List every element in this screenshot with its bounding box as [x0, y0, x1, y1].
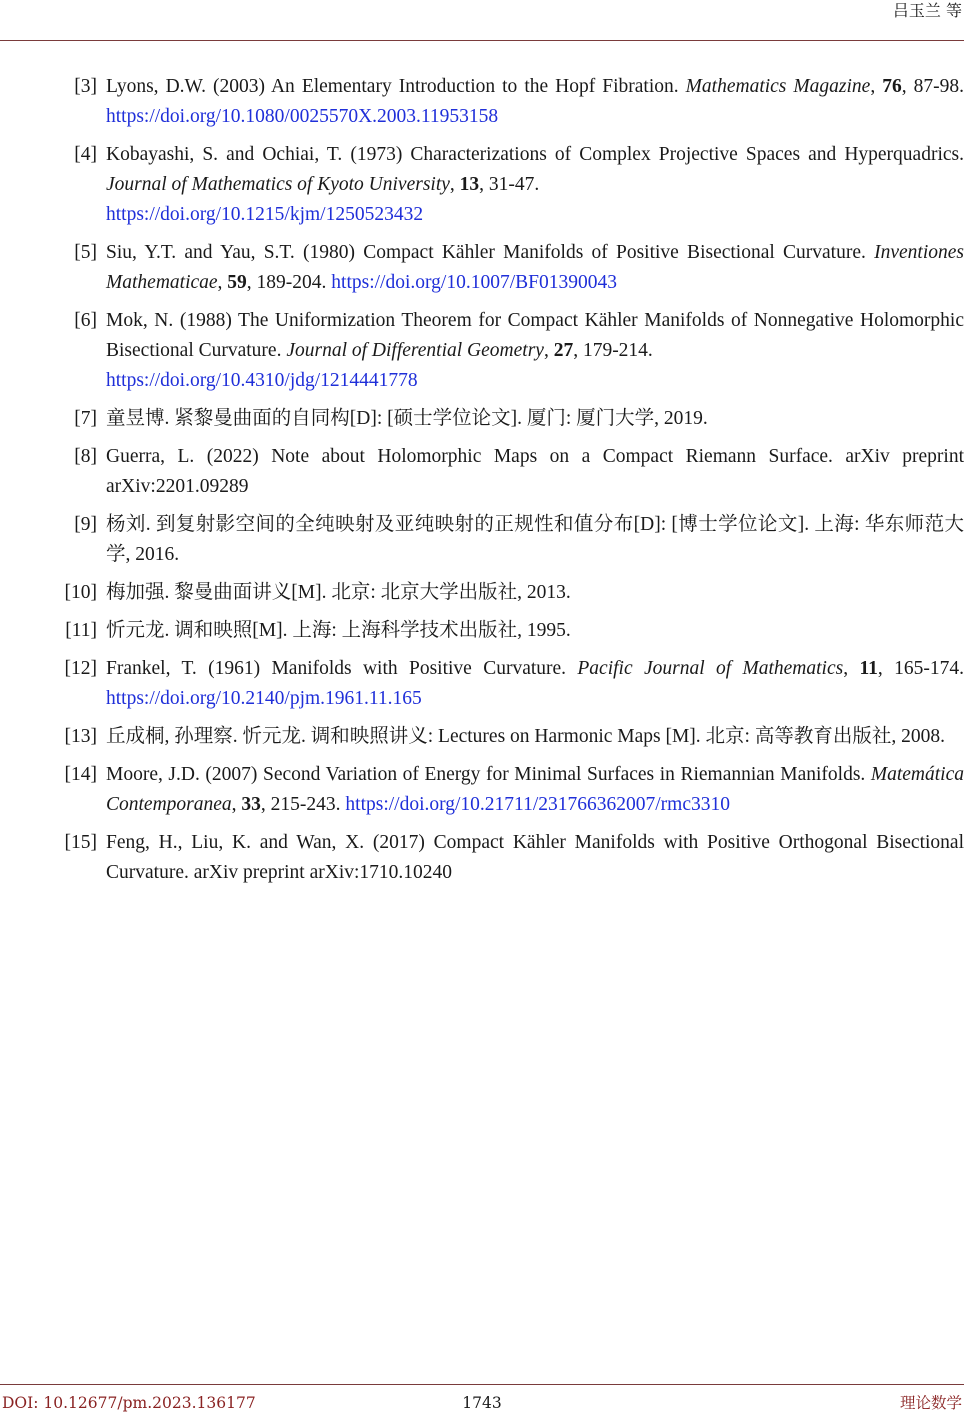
- reference-item: [0, 404, 964, 434]
- journal-name: Matemática Contemporanea: [106, 764, 964, 815]
- reference-number: [13]: [64, 726, 97, 747]
- journal-name: Journal of Mathematics of Kyoto University: [106, 174, 450, 195]
- footer-doi: DOI: 10.12677/pm.2023.136177: [2, 1394, 256, 1412]
- reference-number: [4]: [74, 144, 97, 165]
- reference-number: [6]: [74, 310, 97, 331]
- reference-text: Lyons, D.W. (2003) An Elementary Introduction to the Hopf Fibration. Mathematics Magazine, 76, 87-98. https://doi.org/10.1080/0025570X.2003.11953158: [106, 76, 964, 127]
- journal-name: Pacific Journal of Mathematics: [577, 658, 844, 679]
- volume-number: 11: [859, 658, 878, 679]
- volume-number: 33: [241, 794, 261, 815]
- reference-item: [0, 760, 964, 820]
- reference-number: [3]: [74, 76, 97, 97]
- reference-item: [0, 442, 964, 502]
- running-header-author: 吕玉兰 等: [892, 1, 962, 20]
- reference-number: [8]: [74, 446, 97, 467]
- reference-text: Guerra, L. (2022) Note about Holomorphic Maps on a Compact Riemann Surface. arXiv preprint arXiv:2201.09289: [106, 446, 964, 497]
- doi-link[interactable]: https://doi.org/10.1215/kjm/1250523432: [106, 204, 424, 225]
- reference-item: [0, 654, 964, 714]
- doi-link[interactable]: https://doi.org/10.2140/pjm.1961.11.165: [106, 688, 422, 709]
- reference-number: [14]: [64, 764, 97, 785]
- reference-number: [11]: [65, 620, 97, 641]
- journal-name: Mathematics Magazine: [685, 76, 871, 97]
- reference-number: [10]: [64, 582, 97, 603]
- reference-text: 杨刘. 到复射影空间的全纯映射及亚纯映射的正规性和值分布[D]: [博士学位论文]. 上海: 华东师范大学, 2016.: [106, 514, 964, 565]
- reference-item: [0, 578, 964, 608]
- reference-text: Kobayashi, S. and Ochiai, T. (1973) Characterizations of Complex Projective Spaces and Hyperquadrics. Journal of Mathematics of Kyoto University, 13, 31-47. https://doi.org/10.1215/kjm/1250523432: [106, 144, 964, 225]
- journal-name: Inventiones Mathematicae: [106, 242, 964, 293]
- volume-number: 27: [553, 340, 574, 361]
- reference-number: [9]: [74, 514, 97, 535]
- reference-item: [0, 306, 964, 396]
- reference-text: Moore, J.D. (2007) Second Variation of Energy for Minimal Surfaces in Riemannian Manifolds. Matemática Contemporanea, 33, 215-243. https://doi.org/10.21711/231766362007/rmc3310: [106, 764, 964, 815]
- reference-text: Frankel, T. (1961) Manifolds with Positive Curvature. Pacific Journal of Mathematics, 11, 165-174. https://doi.org/10.2140/pjm.1961.11.165: [106, 658, 964, 709]
- doi-link[interactable]: https://doi.org/10.1080/0025570X.2003.11953158: [106, 106, 499, 127]
- reference-item: [0, 140, 964, 230]
- volume-number: 59: [227, 272, 247, 293]
- reference-item: [0, 722, 964, 752]
- reference-text: Feng, H., Liu, K. and Wan, X. (2017) Compact Kähler Manifolds with Positive Orthogonal Bisectional Curvature. arXiv preprint arXiv:1710.10240: [106, 832, 964, 883]
- reference-item: [0, 238, 964, 298]
- reference-number: [7]: [74, 408, 97, 429]
- footer-journal-name: 理论数学: [899, 1394, 962, 1412]
- reference-text: 童昱博. 紧黎曼曲面的自同构[D]: [硕士学位论文]. 厦门: 厦门大学, 2019.: [106, 408, 708, 429]
- reference-text: 梅加强. 黎曼曲面讲义[M]. 北京: 北京大学出版社, 2013.: [106, 582, 571, 603]
- reference-item: [0, 72, 964, 132]
- reference-number: [5]: [74, 242, 97, 263]
- reference-text: Mok, N. (1988) The Uniformization Theorem for Compact Kähler Manifolds of Nonnegative Holomorphic Bisectional Curvature. Journal of Differential Geometry, 27, 179-214. https://doi.org/10.4310/jdg/1214441778: [106, 310, 964, 391]
- doi-link[interactable]: https://doi.org/10.1007/BF01390043: [331, 272, 617, 293]
- footer-rule: [0, 1384, 964, 1385]
- reference-item: [0, 510, 964, 570]
- volume-number: 76: [882, 76, 902, 97]
- reference-number: [12]: [64, 658, 97, 679]
- header-rule: [0, 40, 964, 41]
- reference-item: [0, 828, 964, 888]
- doi-link[interactable]: https://doi.org/10.4310/jdg/1214441778: [106, 370, 418, 391]
- doi-link[interactable]: https://doi.org/10.21711/231766362007/rmc3310: [345, 794, 730, 815]
- journal-name: Journal of Differential Geometry: [286, 340, 544, 361]
- volume-number: 13: [459, 174, 480, 195]
- reference-text: 忻元龙. 调和映照[M]. 上海: 上海科学技术出版社, 1995.: [106, 620, 571, 641]
- reference-item: [0, 616, 964, 646]
- reference-text: Siu, Y.T. and Yau, S.T. (1980) Compact Kähler Manifolds of Positive Bisectional Curvature. Inventiones Mathematicae, 59, 189-204. https://doi.org/10.1007/BF01390043: [106, 242, 964, 293]
- reference-text: 丘成桐, 孙理察. 忻元龙. 调和映照讲义: Lectures on Harmonic Maps [M]. 北京: 高等教育出版社, 2008.: [106, 726, 945, 747]
- reference-number: [15]: [64, 832, 97, 853]
- page-number: 1743: [462, 1394, 502, 1412]
- reference-list: [0, 72, 964, 896]
